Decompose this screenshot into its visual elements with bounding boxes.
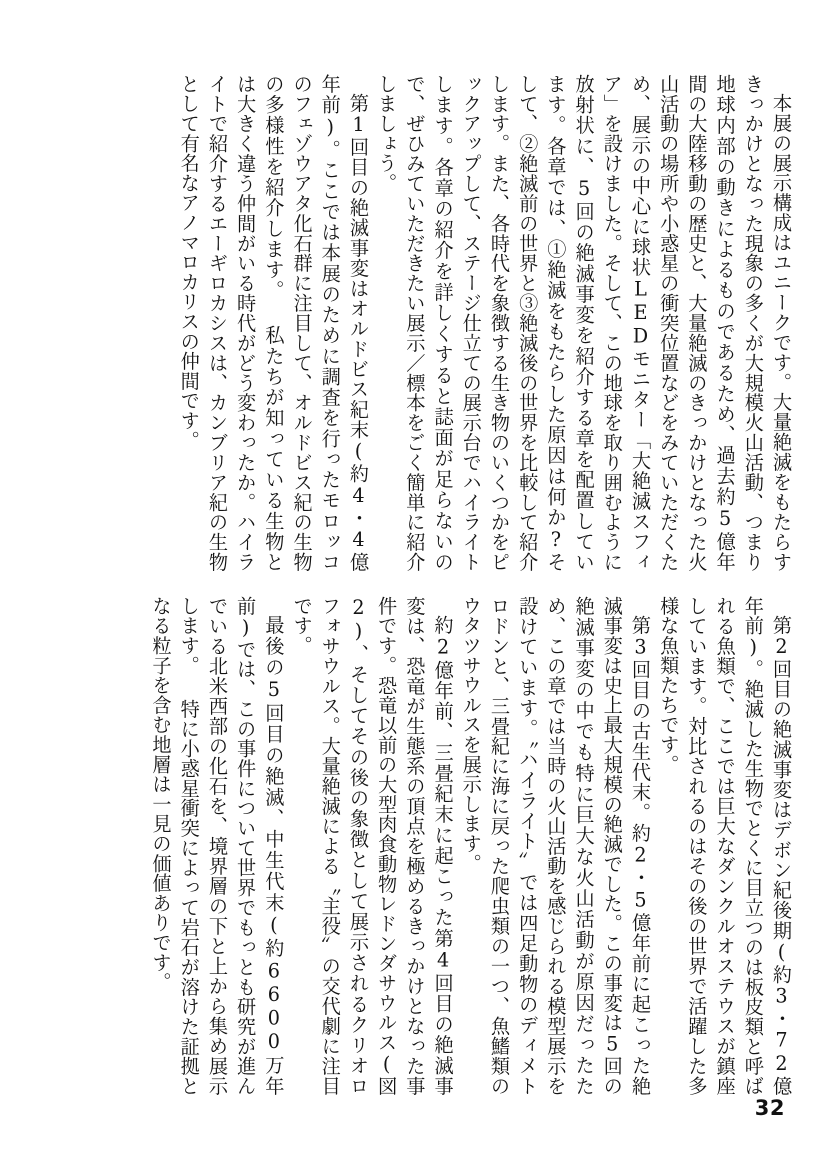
paragraph-fifth-extinction: 最後の5回目の絶滅、中生代末(約6600万年前)では、この事件について世界でもっとも研究が進んでいる北米西部の化石を、境界層の下と上から集め展示します。 特に小惑星衝突によって岩石が溶けた証拠となる粒子を含む地層は一見の価値ありです。 (149, 596, 286, 1096)
text-block-bottom (55, 596, 795, 1096)
paragraph-fourth-extinction: 約2億年前、三畳紀末に起こった第4回目の絶滅事変は、恐竜が生態系の頂点を極めるきっかけとなった事件です。恐竜以前の大型肉食動物レドンダサウルス(図2)、そしてその後の象徴として展示されるクリオロフォサウルス。大量絶滅による〝主役〟の交代劇に注目です。 (290, 596, 455, 1096)
paragraph-first-extinction: 第1回目の絶滅事変はオルドビス紀末(約4・4億年前)。ここでは本展のために調査を行ったモロッコのフェゾウアタ化石群に注目して、オルドビス紀の生物の多様性を紹介します。 私たちが知っている生物とは大きく違う仲間がいる時代がどう変わったか。ハイライトで紹介するエーギロカシスは、カンブリア紀の生物として有名なアノマロカリスの仲間です。 (177, 74, 370, 572)
text-block-top (55, 74, 795, 572)
paragraph-second-extinction: 第2回目の絶滅事変はデボン紀後期(約3・72億年前)。絶滅した生物でとくに目立つのは板皮類と呼ばれる魚類で、ここでは巨大なダンクルオステウスが鎮座しています。対比されるのはその後の世界で活躍した多様な魚類たちです。 (657, 596, 793, 1096)
page-number: 32 (754, 1096, 785, 1120)
paragraph-exhibition-structure: 本展の展示構成はユニークです。大量絶滅をもたらすきっかけとなった現象の多くが大規模火山活動、つまり地球内部の動きによるものであるため、過去約5億年間の大陸移動の歴史と、大量絶滅のきっかけとなった火山活動の場所や小惑星の衝突位置などをみていただくため、展示の中心に球状LEDモニター「大絶滅スフィア」を設けました。そして、この地球を取り囲むように放射状に、5回の絶滅事変を紹介する章を配置しています。各章では、①絶滅をもたらした原因は何か?そして、②絶滅前の世界と③絶滅後の世界を比較して紹介します。また、各時代を象徴する生き物のいくつかをピックアップして、ステージ仕立ての展示台でハイライトします。各章の紹介を詳しくすると誌面が足らないので、ぜひみていただきたい展示／標本をごく簡単に紹介しましょう。 (375, 74, 793, 572)
paragraph-third-extinction: 第3回目の古生代末。約2・5億年前に起こった絶滅事変は史上最大規模の絶滅でした。この事変は5回の絶滅事変の中でも特に巨大な火山活動が原因だったため、この章では当時の火山活動を感じられる模型展示を設けています。〝ハイライト〟では四足動物のディメトロドンと、三畳紀に海に戻った爬虫類の一つ、魚鰭類のウタツサウルスを展示します。 (459, 596, 652, 1096)
